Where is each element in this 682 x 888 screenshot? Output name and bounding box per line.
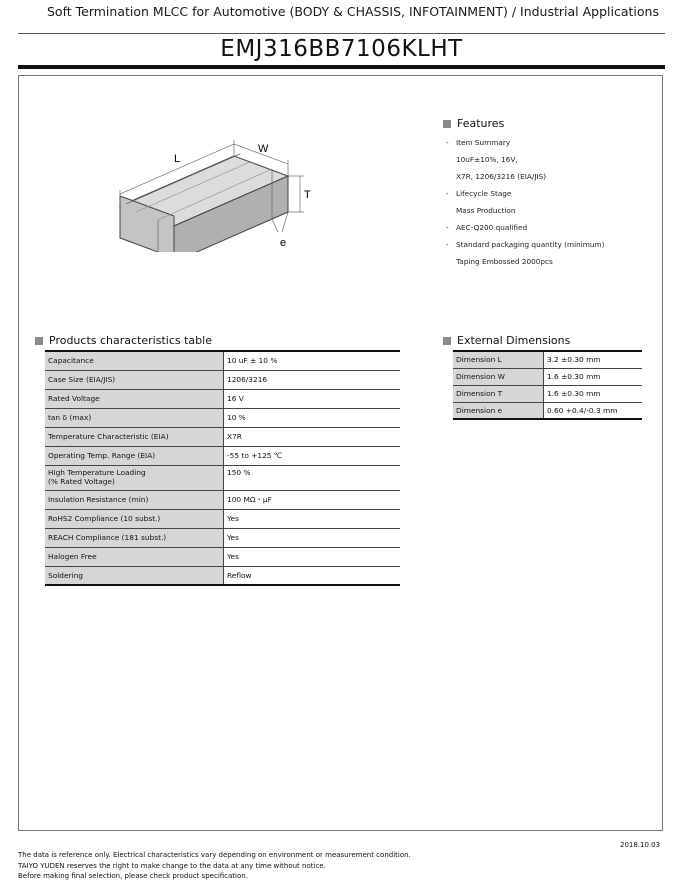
- table-row: [45, 427, 400, 446]
- dimension-label: Dimension L: [453, 351, 544, 368]
- products-characteristics-table: [45, 350, 400, 586]
- square-bullet-icon: [35, 337, 43, 345]
- document-subtitle: Soft Termination MLCC for Automotive (BODY & CHASSIS, INFOTAINMENT) / Industrial Applications: [47, 4, 659, 19]
- product-table-title: Products characteristics table: [49, 334, 212, 347]
- feature-line: - Item Summary: [446, 134, 605, 151]
- feature-line: - AEC-Q200 qualified: [446, 219, 605, 236]
- row-value: 150 %: [224, 465, 401, 490]
- row-label-text-2: (% Rated Voltage): [48, 476, 115, 486]
- table-row: [453, 402, 642, 419]
- dimension-value: 1.6 ±0.30 mm: [544, 385, 643, 402]
- label-e: e: [280, 237, 287, 249]
- row-label: [45, 566, 224, 585]
- row-label-text: Operating Temp. Range (EIA): [48, 451, 156, 460]
- external-dimensions-table: [453, 350, 642, 420]
- table-row: [45, 351, 400, 370]
- disclaimer-line: Before making final selection, please check product specification.: [18, 872, 248, 880]
- row-label-text: Soldering: [48, 570, 83, 580]
- row-label-text: High Temperature Loading: [48, 467, 146, 477]
- row-label: [45, 427, 224, 446]
- features-list: [446, 134, 605, 270]
- row-label-text: Capacitance: [48, 356, 94, 366]
- row-label-text: Case Size (EIA/JIS): [48, 375, 116, 384]
- feature-line: - Lifecycle Stage: [446, 185, 605, 202]
- document-date: 2018.10.03: [620, 841, 661, 849]
- row-label: [45, 389, 224, 408]
- row-value: 10 uF ± 10 %: [224, 351, 401, 370]
- part-number-title: EMJ316BB7106KLHT: [220, 36, 463, 62]
- table-row: [45, 547, 400, 566]
- row-value: 100 MΩ・μF: [224, 490, 401, 509]
- square-bullet-icon: [443, 337, 451, 345]
- row-value: -55 to +125 ℃: [224, 446, 401, 465]
- dimension-label: Dimension e: [453, 402, 544, 419]
- row-label: [45, 547, 224, 566]
- row-label: [45, 370, 224, 389]
- top-divider: [18, 33, 665, 34]
- row-label: [45, 446, 224, 465]
- table-row: [45, 370, 400, 389]
- row-value: Yes: [224, 509, 401, 528]
- row-label: [45, 351, 224, 370]
- product-table-heading: [35, 334, 212, 347]
- table-row: [45, 528, 400, 547]
- square-bullet-icon: [443, 120, 451, 128]
- disclaimer-line: The data is reference only. Electrical characteristics vary depending on environment or measurement condition.: [18, 851, 411, 859]
- table-row: [453, 351, 642, 368]
- feature-line: - Standard packaging quantity (minimum): [446, 236, 605, 253]
- dimension-value: 0.60 +0.4/-0.3 mm: [544, 402, 643, 419]
- feature-line: X7R, 1206/3216 (EIA/JIS): [456, 172, 547, 181]
- row-label-text: RoHS2 Compliance (10 subst.): [48, 514, 161, 523]
- row-label-text: Temperature Characteristic (EIA): [48, 432, 169, 441]
- table-row: [45, 446, 400, 465]
- table-row: [45, 566, 400, 585]
- row-label-text: tan δ (max): [48, 413, 92, 422]
- disclaimer-line: TAIYO YUDEN reserves the right to make change to the data at any time without notice.: [18, 861, 326, 870]
- row-label: [45, 528, 224, 547]
- chip-dimension-diagram: [108, 132, 323, 252]
- feature-line: 10uF±10%, 16V,: [456, 155, 518, 164]
- row-label-text: Rated Voltage: [48, 394, 100, 403]
- row-value: 1206/3216: [224, 370, 401, 389]
- row-label-text: REACH Compliance (181 subst.): [48, 533, 167, 542]
- disclaimer-footer: [18, 850, 411, 882]
- label-L: L: [174, 153, 181, 165]
- row-value: 10 %: [224, 408, 401, 427]
- row-value: Yes: [224, 528, 401, 547]
- feature-line: Mass Production: [456, 206, 516, 215]
- features-title: Features: [457, 117, 505, 130]
- row-label: [45, 490, 224, 509]
- label-T: T: [304, 189, 311, 201]
- dimension-label: Dimension W: [453, 368, 544, 385]
- row-value: Reflow: [224, 566, 401, 585]
- dimension-value: 1.6 ±0.30 mm: [544, 368, 643, 385]
- external-dimensions-title: External Dimensions: [457, 334, 571, 347]
- row-value: 16 V: [224, 389, 401, 408]
- dimension-value: 3.2 ±0.30 mm: [544, 351, 643, 368]
- external-dimensions-heading: [443, 334, 570, 347]
- table-row: [45, 408, 400, 427]
- row-label-text: Halogen Free: [48, 552, 97, 561]
- row-label-text: Insulation Resistance (min): [48, 495, 149, 504]
- label-W: W: [258, 143, 269, 155]
- table-row: [453, 368, 642, 385]
- row-value: X7R: [224, 427, 401, 446]
- title-underline: [18, 65, 665, 69]
- dimension-label: Dimension T: [453, 385, 544, 402]
- row-label: [45, 408, 224, 427]
- table-row: [45, 509, 400, 528]
- row-value: Yes: [224, 547, 401, 566]
- row-label: [45, 465, 224, 490]
- table-row: [453, 385, 642, 402]
- row-label: [45, 509, 224, 528]
- table-row: [45, 465, 400, 490]
- table-row: [45, 490, 400, 509]
- dimension-line-e: [272, 219, 278, 232]
- features-heading: [443, 117, 504, 130]
- feature-line: Taping Embossed 2000pcs: [456, 257, 553, 266]
- table-row: [45, 389, 400, 408]
